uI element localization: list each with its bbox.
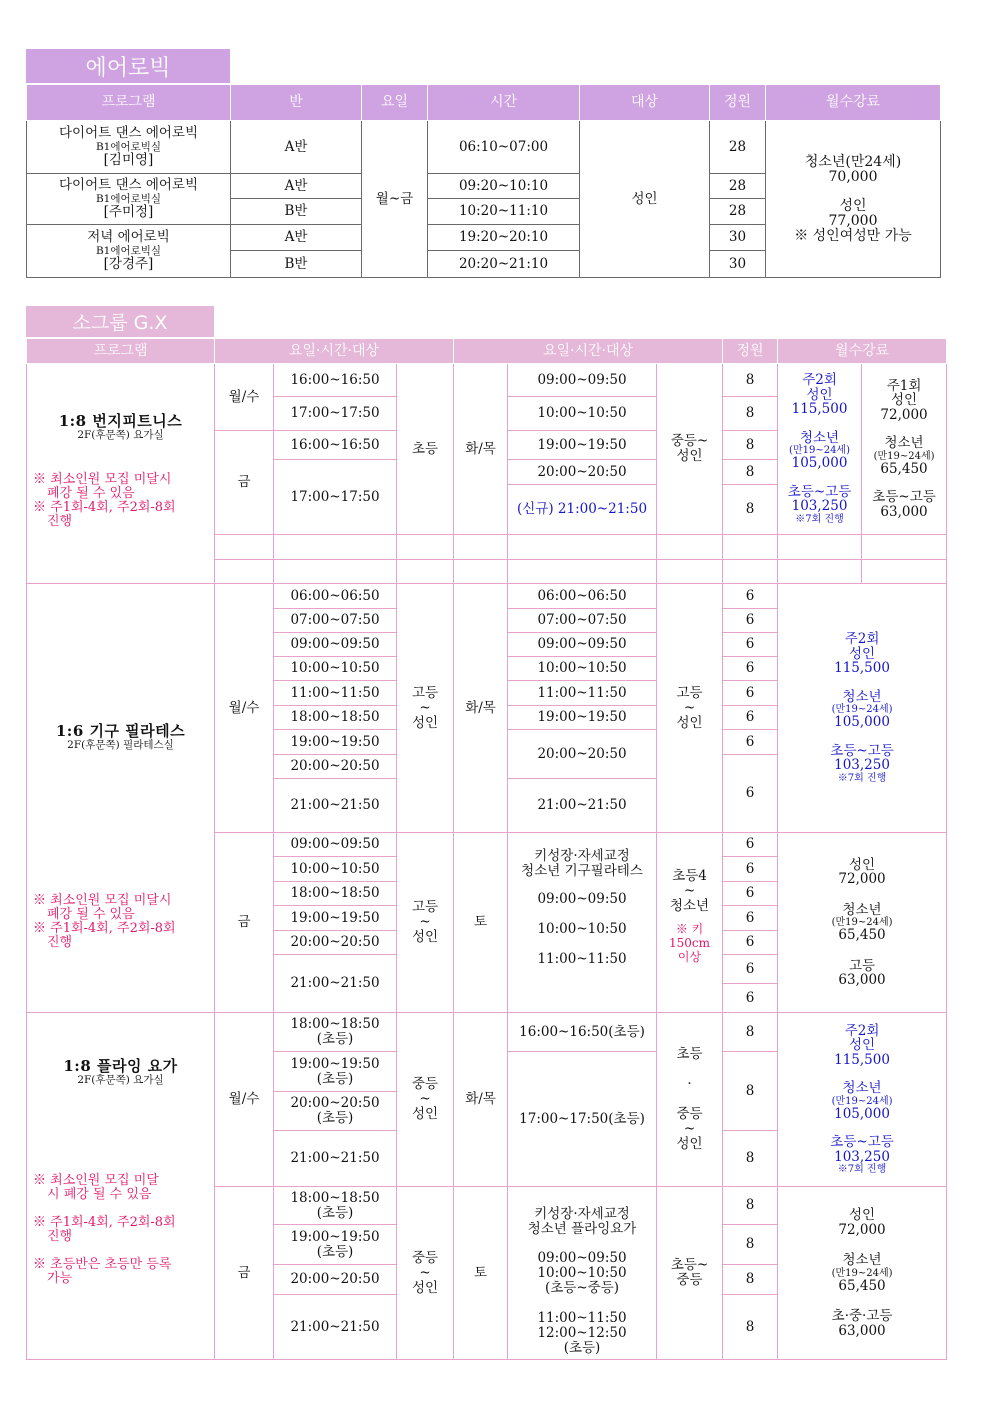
time-cell: 17:00~17:50 bbox=[274, 397, 397, 431]
capacity-cell: 6 bbox=[723, 755, 778, 833]
program-room: 2F(후문쪽) 요가실 bbox=[77, 1074, 164, 1086]
program-name: 1:8 플라잉 요가 bbox=[63, 1057, 178, 1075]
fee-value: 103,250 bbox=[834, 1148, 890, 1165]
program-name: 저녁 에어로빅 bbox=[87, 229, 170, 245]
time-cell: 20:00~20:50 bbox=[274, 755, 397, 779]
class-cell: A반 bbox=[231, 174, 362, 199]
sat-time: 12:00~12:50 bbox=[537, 1325, 627, 1341]
fee-note: ※7회 진행 bbox=[795, 513, 844, 525]
time-cell: 09:00~09:50 bbox=[508, 364, 657, 397]
time-text: 20:00~20:50 bbox=[290, 1095, 380, 1111]
target-text: ~ bbox=[419, 699, 431, 716]
target-text: ~ bbox=[419, 1091, 431, 1107]
fee-value: 115,500 bbox=[791, 401, 848, 418]
program-note: ※ 주1회-4회, 주2회-8회 bbox=[33, 921, 176, 936]
time-cell: 18:00~18:50 bbox=[274, 882, 397, 906]
fee-note: ※7회 진행 bbox=[837, 772, 887, 784]
col-header: 월수강료 bbox=[778, 339, 947, 364]
fee-cell bbox=[778, 833, 947, 1013]
gx-table bbox=[26, 338, 947, 1360]
sat-title: 키성장·자세교정 bbox=[534, 1206, 630, 1222]
fee-value: 65,450 bbox=[838, 927, 886, 943]
time-cell: 11:00~11:50 bbox=[508, 681, 657, 706]
fee-label: 초·중·고등 bbox=[831, 1308, 893, 1324]
fee-value: 65,450 bbox=[838, 1277, 886, 1294]
class-cell: B반 bbox=[231, 251, 362, 278]
col-header: 요일·시간·대상 bbox=[215, 339, 454, 364]
day-cell: 화/목 bbox=[454, 364, 508, 535]
fee-value: 115,500 bbox=[834, 660, 890, 677]
day-cell: 월/수 bbox=[215, 1013, 274, 1187]
time-cell: 20:00~20:50 bbox=[508, 730, 657, 779]
program-cell bbox=[27, 121, 231, 174]
program-cell bbox=[27, 225, 231, 278]
col-header: 프로그램 bbox=[27, 85, 231, 121]
saturday-cell bbox=[508, 833, 657, 1013]
fee-label: 청소년 bbox=[884, 435, 924, 452]
fee-value: 105,000 bbox=[834, 714, 890, 731]
time-cell: 19:00~19:50 bbox=[508, 431, 657, 460]
capacity-cell: 6 bbox=[723, 584, 778, 609]
target-cell bbox=[397, 1187, 454, 1360]
sat-time: 09:00~09:50 bbox=[537, 1250, 627, 1266]
time-cell: 10:00~10:50 bbox=[274, 857, 397, 882]
capacity-value: 6 bbox=[723, 955, 777, 984]
capacity-cell: 8 bbox=[723, 364, 778, 397]
time-cell bbox=[274, 1013, 397, 1052]
day-cell: 토 bbox=[454, 1187, 508, 1360]
fee-value: 105,000 bbox=[791, 455, 848, 472]
target-text: ~ bbox=[683, 699, 696, 716]
program-note: 진행 bbox=[47, 514, 73, 529]
gx-section-title bbox=[26, 306, 214, 337]
capacity-cell: 6 bbox=[723, 657, 778, 681]
target-text: 성인 bbox=[411, 1106, 439, 1122]
time-cell: 09:00~09:50 bbox=[508, 633, 657, 657]
fee-sub: (만19~24세) bbox=[789, 445, 850, 457]
program-cell bbox=[27, 174, 231, 225]
program-name: 1:6 기구 필라테스 bbox=[55, 722, 186, 740]
program-room: 2F(후문쪽) 필라테스실 bbox=[67, 739, 174, 751]
time-sub: (초등) bbox=[316, 1243, 354, 1260]
aerobic-title-text: 에어로빅 bbox=[85, 55, 171, 81]
time-cell: 20:00~20:50 bbox=[274, 931, 397, 955]
sat-time: 10:00~10:50 bbox=[537, 921, 627, 937]
time-cell bbox=[274, 1187, 397, 1225]
col-header: 정원 bbox=[723, 339, 778, 364]
time-cell: 21:00~21:50 bbox=[508, 779, 657, 833]
capacity-cell: 8 bbox=[723, 1013, 778, 1052]
target-text: ~ bbox=[683, 883, 696, 899]
fee-value: 63,000 bbox=[838, 1322, 886, 1339]
program-cell bbox=[27, 364, 215, 584]
program-instructor: [주미정] bbox=[103, 204, 154, 220]
fee-label: 청소년 bbox=[842, 688, 882, 705]
aerobic-table bbox=[26, 84, 941, 278]
time-cell: 09:00~09:50 bbox=[274, 633, 397, 657]
program-note: ※ 초등반은 초등만 등록 bbox=[33, 1257, 172, 1272]
sat-note: ※ 키 bbox=[675, 922, 704, 936]
gx-header-row bbox=[27, 339, 947, 364]
time-text: 19:00~19:50 bbox=[290, 1055, 380, 1072]
program-note: ※ 최소인원 모집 미달시 bbox=[33, 472, 172, 487]
target-text: 성인 bbox=[411, 1279, 439, 1296]
target-text: ~ bbox=[683, 1121, 696, 1137]
target-text: 고등 bbox=[411, 684, 439, 701]
time-cell: 18:00~18:50 bbox=[274, 706, 397, 730]
target-text: 성인 bbox=[676, 1136, 703, 1152]
table-row bbox=[27, 121, 941, 174]
time-sub: (초등) bbox=[316, 1110, 354, 1126]
sat-time: 10:00~10:50 bbox=[537, 1265, 627, 1281]
fee-value: 72,000 bbox=[880, 406, 928, 423]
target-text: 고등 bbox=[411, 899, 439, 915]
fee-adult-label: 성인 bbox=[839, 197, 867, 214]
capacity-cell: 28 bbox=[710, 121, 766, 174]
program-note: 진행 bbox=[47, 1229, 73, 1244]
target-text: 성인 bbox=[411, 929, 439, 945]
program-room: B1에어로빅실 bbox=[95, 245, 162, 257]
target-text: 중등 bbox=[411, 1249, 439, 1266]
program-cell bbox=[27, 584, 215, 1013]
fee-sub: (만19~24세) bbox=[831, 1095, 893, 1107]
target-cell: 성인 bbox=[580, 121, 710, 278]
fee-cell bbox=[778, 1013, 947, 1187]
target-text: 초등4 bbox=[672, 868, 707, 884]
target-text: 중등 bbox=[676, 1272, 703, 1288]
time-cell: 09:20~10:10 bbox=[428, 174, 580, 199]
program-room: 2F(후문쪽) 요가실 bbox=[77, 429, 164, 441]
time-cell: 10:20~11:10 bbox=[428, 199, 580, 225]
time-sub: (초등) bbox=[316, 1204, 354, 1221]
program-note: ※ 최소인원 모집 미달시 bbox=[33, 893, 172, 908]
col-header: 대상 bbox=[580, 85, 710, 121]
fee-value: 115,500 bbox=[834, 1051, 890, 1068]
time-cell bbox=[274, 1092, 397, 1131]
time-cell: 10:00~10:50 bbox=[508, 657, 657, 681]
time-cell: 19:00~19:50 bbox=[508, 706, 657, 730]
time-text: 18:00~18:50 bbox=[290, 1016, 380, 1032]
fee-youth-value: 70,000 bbox=[828, 168, 878, 185]
day-cell: 금 bbox=[215, 1187, 274, 1360]
time-text: 18:00~18:50 bbox=[290, 1189, 380, 1206]
target-text: ~ bbox=[419, 914, 431, 930]
saturday-cell bbox=[508, 1187, 657, 1360]
col-header: 요일 bbox=[362, 85, 428, 121]
fee-label: 성인 bbox=[890, 392, 918, 409]
capacity-cell: 28 bbox=[710, 174, 766, 199]
sat-time: 09:00~09:50 bbox=[537, 891, 627, 907]
program-note: 진행 bbox=[47, 935, 73, 950]
time-text: 19:00~19:50 bbox=[290, 1228, 380, 1245]
target-text: 고등 bbox=[676, 684, 703, 701]
capacity-cell: 28 bbox=[710, 199, 766, 225]
time-cell: 19:00~19:50 bbox=[274, 730, 397, 755]
table-row bbox=[27, 364, 947, 397]
time-cell: 06:00~06:50 bbox=[508, 584, 657, 609]
capacity-cell: 8 bbox=[723, 485, 778, 535]
fee-value: 103,250 bbox=[834, 757, 890, 774]
fee-label: 성인 bbox=[848, 856, 876, 873]
program-instructor: [강경주] bbox=[103, 256, 154, 272]
fee-label: 초등~고등 bbox=[830, 1134, 894, 1151]
capacity-cell: 6 bbox=[723, 882, 778, 906]
time-cell: 19:00~19:50 bbox=[274, 906, 397, 931]
capacity-cell: 8 bbox=[723, 397, 778, 431]
fee-value: 65,450 bbox=[880, 460, 928, 477]
fee-cell bbox=[862, 364, 947, 535]
capacity-cell: 30 bbox=[710, 225, 766, 251]
fee-sub: (만19~24세) bbox=[831, 1267, 893, 1279]
fee-cell bbox=[766, 121, 941, 278]
fee-label: 초등~고등 bbox=[830, 742, 894, 759]
target-cell bbox=[657, 364, 723, 535]
capacity-cell: 8 bbox=[723, 1131, 778, 1187]
fee-sub: (만19~24세) bbox=[831, 917, 893, 928]
target-cell bbox=[397, 833, 454, 1013]
sat-title: 청소년 기구필라테스 bbox=[521, 863, 643, 879]
capacity-cell: 8 bbox=[723, 1225, 778, 1265]
fee-value: 105,000 bbox=[834, 1105, 890, 1122]
fee-label: 청소년 bbox=[842, 901, 882, 918]
class-cell: A반 bbox=[231, 121, 362, 174]
fee-value: 103,250 bbox=[791, 498, 848, 515]
gx-title-text: 소그룹 G.X bbox=[72, 312, 168, 334]
program-name: 다이어트 댄스 에어로빅 bbox=[59, 177, 198, 193]
capacity-cell: 6 bbox=[723, 931, 778, 955]
program-instructor: [김미영] bbox=[103, 152, 154, 168]
day-cell: 금 bbox=[215, 833, 274, 1013]
time-cell: 06:00~06:50 bbox=[274, 584, 397, 609]
fee-sub: (만19~24세) bbox=[831, 704, 893, 716]
program-room: B1에어로빅실 bbox=[95, 141, 162, 153]
col-header: 반 bbox=[231, 85, 362, 121]
table-row bbox=[27, 584, 947, 609]
sat-note: 이상 bbox=[677, 950, 702, 964]
time-cell: 16:00~16:50 bbox=[274, 431, 397, 460]
time-cell: 20:20~21:10 bbox=[428, 251, 580, 278]
program-name: 1:8 번지피트니스 bbox=[58, 412, 183, 430]
fee-youth-label: 청소년(만24세) bbox=[804, 153, 902, 170]
target-text: 중등~ bbox=[670, 433, 709, 449]
col-header: 시간 bbox=[428, 85, 580, 121]
day-cell: 화/목 bbox=[454, 1013, 508, 1187]
time-cell: 19:20~20:10 bbox=[428, 225, 580, 251]
day-cell: 금 bbox=[215, 431, 274, 535]
fee-label: 주2회 bbox=[802, 372, 837, 389]
time-cell: 06:10~07:00 bbox=[428, 121, 580, 174]
fee-note: ※7회 진행 bbox=[837, 1164, 887, 1176]
fee-label: 주1회 bbox=[886, 377, 922, 394]
program-note: 시 폐강 될 수 있음 bbox=[47, 1187, 152, 1202]
fee-cell bbox=[778, 1187, 947, 1360]
capacity-cell: 8 bbox=[723, 1295, 778, 1360]
time-cell: 21:00~21:50 bbox=[274, 1295, 397, 1360]
fee-label: 성인 bbox=[806, 386, 833, 403]
capacity-cell: 6 bbox=[723, 833, 778, 857]
fee-cell bbox=[778, 584, 947, 833]
fee-adult-value: 77,000 bbox=[828, 212, 878, 229]
time-cell: 21:00~21:50 bbox=[274, 1131, 397, 1187]
time-cell: 16:00~16:50 bbox=[274, 364, 397, 397]
day-cell: 토 bbox=[454, 833, 508, 1013]
class-cell: A반 bbox=[231, 225, 362, 251]
days-cell: 월~금 bbox=[362, 121, 428, 278]
time-cell: 21:00~21:50 bbox=[274, 779, 397, 833]
sat-time: (초등~중등) bbox=[545, 1280, 620, 1296]
capacity-cell: 8 bbox=[723, 1265, 778, 1295]
time-cell: 17:00~17:50 bbox=[274, 460, 397, 535]
target-cell bbox=[657, 833, 723, 1013]
capacity-cell: 6 bbox=[723, 906, 778, 931]
target-cell bbox=[657, 584, 723, 833]
target-cell: 초등 bbox=[397, 364, 454, 535]
program-name: 다이어트 댄스 에어로빅 bbox=[59, 125, 198, 141]
time-cell: 21:00~21:50 bbox=[274, 955, 397, 1013]
fee-label: 성인 bbox=[848, 1207, 876, 1223]
time-cell: 17:00~17:50(초등) bbox=[508, 1052, 657, 1187]
target-text: 성인 bbox=[411, 714, 439, 731]
fee-value: 72,000 bbox=[838, 871, 886, 887]
sat-time: 11:00~11:50 bbox=[537, 951, 627, 967]
col-header: 월수강료 bbox=[766, 85, 941, 121]
time-cell: 10:00~10:50 bbox=[274, 657, 397, 681]
capacity-cell: 8 bbox=[723, 460, 778, 485]
time-sub: (초등) bbox=[316, 1070, 354, 1087]
time-cell: 20:00~20:50 bbox=[274, 1265, 397, 1295]
time-sub: (초등) bbox=[316, 1031, 354, 1047]
col-header: 프로그램 bbox=[27, 339, 215, 364]
capacity-cell: 6 bbox=[723, 857, 778, 882]
program-note: 가능 bbox=[47, 1271, 73, 1286]
time-cell: 09:00~09:50 bbox=[274, 833, 397, 857]
program-note: 폐강 될 수 있음 bbox=[47, 486, 135, 501]
fee-value: 72,000 bbox=[838, 1221, 886, 1238]
capacity-cell: 6 bbox=[723, 730, 778, 755]
day-cell: 화/목 bbox=[454, 584, 508, 833]
fee-label: 성인 bbox=[848, 645, 876, 662]
col-header: 요일·시간·대상 bbox=[454, 339, 723, 364]
sat-note: 150cm bbox=[669, 936, 711, 950]
fee-label: 주2회 bbox=[844, 631, 880, 648]
aerobic-header-row bbox=[27, 85, 941, 121]
program-note: ※ 최소인원 모집 미달 bbox=[33, 1173, 159, 1188]
capacity-cell: 6 bbox=[723, 633, 778, 657]
capacity-cell: 6 bbox=[723, 609, 778, 633]
capacity-cell: 6 bbox=[723, 706, 778, 730]
time-cell: 11:00~11:50 bbox=[274, 681, 397, 706]
time-cell bbox=[274, 1225, 397, 1265]
time-cell: 07:00~07:50 bbox=[274, 609, 397, 633]
time-cell: (신규) 21:00~21:50 bbox=[508, 485, 657, 535]
target-text: ~ bbox=[419, 1264, 431, 1281]
target-cell bbox=[657, 1187, 723, 1360]
program-note: 폐강 될 수 있음 bbox=[47, 907, 135, 922]
class-cell: B반 bbox=[231, 199, 362, 225]
program-room: B1에어로빅실 bbox=[95, 193, 162, 205]
target-text: 중등 bbox=[676, 1106, 703, 1122]
capacity-cell: 8 bbox=[723, 431, 778, 460]
program-note: ※ 주1회-4회, 주2회-8회 bbox=[33, 1215, 176, 1230]
program-note: ※ 주1회-4회, 주2회-8회 bbox=[33, 500, 176, 515]
fee-label: 주2회 bbox=[844, 1022, 880, 1039]
target-text: 성인 bbox=[676, 448, 703, 464]
fee-label: 청소년 bbox=[842, 1080, 882, 1097]
fee-value: 63,000 bbox=[880, 503, 928, 520]
capacity-cell: 8 bbox=[723, 1187, 778, 1225]
target-text: 초등~ bbox=[670, 1257, 709, 1273]
capacity-cell: 30 bbox=[710, 251, 766, 278]
time-cell: 10:00~10:50 bbox=[508, 397, 657, 431]
target-text: 청소년 bbox=[669, 898, 710, 914]
capacity-cell: 6 bbox=[723, 681, 778, 706]
capacity-cell: 8 bbox=[723, 1052, 778, 1131]
sat-time: 11:00~11:50 bbox=[537, 1310, 627, 1326]
target-cell bbox=[657, 1013, 723, 1187]
target-cell bbox=[397, 584, 454, 833]
target-text: 성인 bbox=[676, 714, 703, 731]
fee-label: 청소년 bbox=[799, 429, 840, 446]
time-cell: 20:00~20:50 bbox=[508, 460, 657, 485]
sat-title: 청소년 플라잉요가 bbox=[527, 1221, 637, 1237]
col-header: 정원 bbox=[710, 85, 766, 121]
target-text: · bbox=[687, 1076, 692, 1092]
fee-note: ※ 성인여성만 가능 bbox=[794, 227, 912, 244]
capacity-cell bbox=[723, 955, 778, 1013]
fee-value: 63,000 bbox=[838, 972, 886, 988]
day-cell: 월/수 bbox=[215, 584, 274, 833]
time-cell bbox=[274, 1052, 397, 1092]
fee-label: 성인 bbox=[848, 1037, 876, 1054]
aerobic-section-title bbox=[26, 49, 230, 83]
fee-label: 청소년 bbox=[842, 1252, 882, 1268]
fee-label: 초등~고등 bbox=[787, 483, 852, 500]
sat-title: 키성장·자세교정 bbox=[534, 848, 630, 864]
fee-label: 고등 bbox=[848, 957, 876, 974]
program-cell bbox=[27, 1013, 215, 1360]
fee-label: 초등~고등 bbox=[872, 489, 936, 506]
sat-time: (초등) bbox=[563, 1340, 601, 1356]
table-row bbox=[27, 1013, 947, 1052]
target-cell bbox=[397, 1013, 454, 1187]
target-text: 초등 bbox=[676, 1046, 703, 1062]
time-cell: 07:00~07:50 bbox=[508, 609, 657, 633]
time-cell: 16:00~16:50(초등) bbox=[508, 1013, 657, 1052]
day-cell: 월/수 bbox=[215, 364, 274, 431]
fee-cell bbox=[778, 364, 862, 535]
target-text: 중등 bbox=[411, 1076, 439, 1092]
fee-sub: (만19~24세) bbox=[873, 450, 935, 462]
capacity-value: 6 bbox=[745, 990, 755, 1006]
